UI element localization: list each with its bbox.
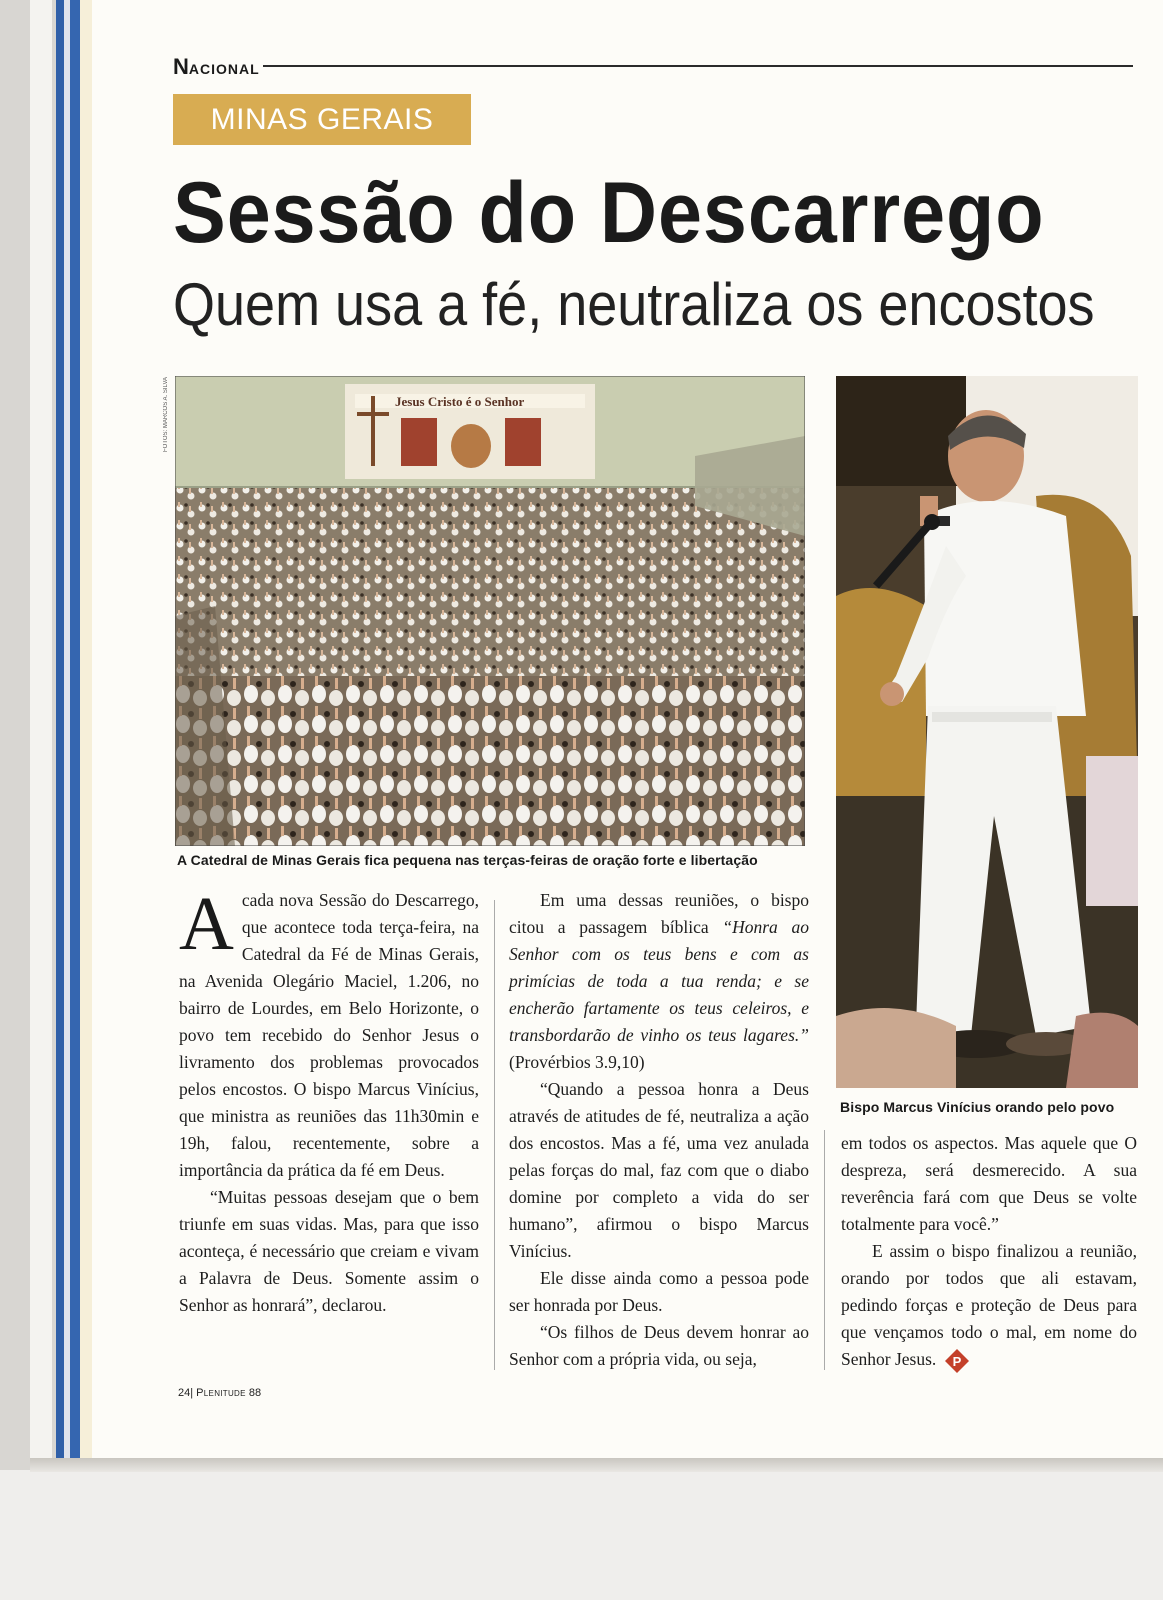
magazine-name: Plenitude [196, 1387, 246, 1399]
paragraph-6: “Os filhos de Deus devem honrar ao Senhor com a própria vida, ou seja, [509, 1322, 809, 1369]
banner-text: Jesus Cristo é o Senhor [395, 394, 525, 409]
paragraph-3: Em uma dessas reuniões, o bispo citou a passagem bíblica “Honra ao Senhor com os teus bens e com as primícias de toda a tua renda; e se encherão fartamente os teus celeiros, e transbordarão de vinho os teus lagares.” (Provérbios 3.9,10) [509, 890, 810, 1072]
paragraph-4: “Quando a pessoa honra a Deus através de atitudes de fé, neutraliza a ação dos encostos. Mas a fé, uma vez anulada pelas forças do mal, faz com que o diabo domine por completo a vida do ser humano”, afirmou o bispo Marcus Vinícius. [509, 1079, 809, 1261]
headline: Sessão do Descarrego [173, 165, 1045, 261]
page-folio: 24| Plenitude 88 [178, 1387, 262, 1399]
paragraph-8: E assim o bispo finalizou a reunião, orando por todos que ali estavam, pedindo forças e proteção de Deus para que vençamos todo o mal, em nome do Senhor Jesus. P [841, 1238, 1137, 1374]
crowd-illustration [175, 376, 805, 846]
bishop-illustration [836, 376, 1138, 1088]
paragraph-2: “Muitas pessoas desejam que o bem triunfe em suas vidas. Mas, para que isso aconteça, é necessário que creiam e vivam a Palavra de Deus. Somente assim o Senhor as honrará”, declarou. [179, 1187, 479, 1315]
section-label: NACIONAL [173, 54, 260, 79]
paragraph-7: em todos os aspectos. Mas aquele que O despreza, será desmerecido. A sua reverência fará com que Deus se volte totalmente para você.” [841, 1133, 1137, 1234]
issue-number: 88 [248, 1387, 262, 1399]
column-rule-1 [494, 900, 495, 1370]
paragraph-1: Acada nova Sessão do Descarrego, que acontece toda terça-feira, na Catedral da Fé de Minas Gerais, na Avenida Olegário Maciel, 1.206, no bairro de Lourdes, em Belo Horizonte, o povo tem recebido do Senhor Jesus o livramento dos problemas provocados pelos encostos. O bispo Marcus Vinícius, que ministra as reuniões das 11h30min e 19h, falou, recentemente, sobre a importância da prática da fé em Deus. [179, 882, 479, 1180]
bible-reference: (Provérbios 3.9,10) [509, 1052, 645, 1072]
kicker-label: MINAS GERAIS [173, 94, 471, 145]
article-column-3 [841, 1130, 1137, 1374]
photo-credit: FOTOS: MARCOS A. SILVA [163, 376, 169, 452]
column-rule-2 [824, 1130, 825, 1370]
paragraph-5: Ele disse ainda como a pessoa pode ser honrada por Deus. [509, 1268, 809, 1315]
bible-quote: “Honra ao Senhor com os teus bens e com as primícias de toda a tua renda; e se encherão fartamente os teus celeiros, e transbordarão de vinho os teus lagares.” [509, 917, 810, 1045]
page-edge-cream [80, 0, 92, 1465]
drop-cap: A [179, 882, 234, 966]
page-edge-blue [56, 0, 64, 1465]
section-rule [263, 65, 1133, 67]
article-column-1 [179, 882, 479, 1319]
page-edge-white [30, 0, 52, 1465]
page-number: 24 [178, 1387, 191, 1399]
photo-bishop-marcus [836, 376, 1138, 1088]
svg-text:P: P [952, 1353, 962, 1369]
page-edge-blue-2 [70, 0, 80, 1465]
caption-crowd-photo: A Catedral de Minas Gerais fica pequena nas terças-feiras de oração forte e libertação [177, 852, 758, 868]
subheadline: Quem usa a fé, neutraliza os encostos [173, 271, 1095, 338]
article-column-2 [509, 887, 809, 1373]
page-bottom-shadow [30, 1458, 1163, 1472]
photo-cathedral-crowd [175, 376, 805, 846]
caption-bishop-photo: Bispo Marcus Vinícius orando pelo povo [840, 1099, 1115, 1115]
end-mark-icon [944, 1348, 970, 1374]
